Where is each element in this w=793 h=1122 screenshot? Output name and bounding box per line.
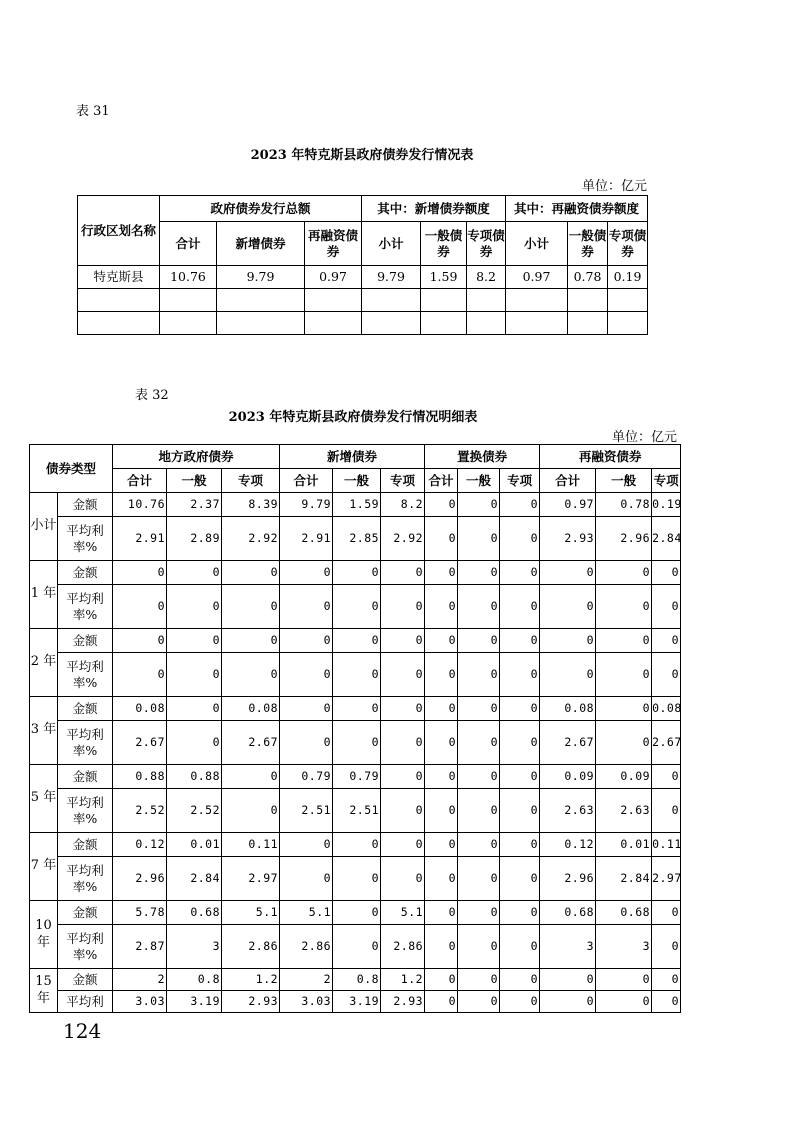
table-cell: 0 bbox=[425, 789, 458, 833]
table-cell: 0 bbox=[113, 653, 167, 697]
table-cell: 0 bbox=[458, 833, 500, 857]
table-cell: 0 bbox=[458, 765, 500, 789]
table-cell: 0 bbox=[596, 585, 652, 629]
table-cell: 0 bbox=[540, 585, 596, 629]
table-cell: 0 bbox=[500, 721, 540, 765]
table-cell: 0 bbox=[458, 493, 500, 517]
table-cell: 0 bbox=[425, 653, 458, 697]
table-cell: 0 bbox=[458, 991, 500, 1013]
table-cell: 0 bbox=[381, 629, 425, 653]
metric-label: 平均利率% bbox=[58, 585, 113, 629]
table32-title: 2023 年特克斯县政府债券发行情况明细表 bbox=[228, 410, 478, 425]
metric-label: 平均利 bbox=[58, 991, 113, 1013]
region-name: 特克斯县 bbox=[78, 266, 160, 289]
table-cell: 0.78 bbox=[596, 493, 652, 517]
group-label: 小计 bbox=[30, 493, 58, 561]
table-cell: 2.96 bbox=[540, 857, 596, 901]
table-cell: 0 bbox=[167, 697, 222, 721]
table-row bbox=[30, 697, 681, 721]
table-cell: 0 bbox=[280, 585, 333, 629]
table-row bbox=[30, 517, 681, 561]
col-header: 小计 bbox=[506, 222, 568, 266]
metric-label: 平均利率% bbox=[58, 517, 113, 561]
table-cell: 0 bbox=[596, 721, 652, 765]
table-cell: 2.67 bbox=[540, 721, 596, 765]
table-cell: 2.97 bbox=[222, 857, 280, 901]
table-row bbox=[30, 653, 681, 697]
table-cell: 0 bbox=[333, 629, 381, 653]
col-header: 再融资债券 bbox=[305, 222, 362, 266]
table-cell: 2.63 bbox=[540, 789, 596, 833]
metric-label: 金额 bbox=[58, 969, 113, 991]
table-row bbox=[30, 857, 681, 901]
table-cell: 0 bbox=[596, 969, 652, 991]
table-cell: 2.52 bbox=[167, 789, 222, 833]
col-header: 专项 bbox=[381, 469, 425, 493]
table-cell: 2.37 bbox=[167, 493, 222, 517]
table-cell: 0 bbox=[425, 901, 458, 925]
table-cell: 3.19 bbox=[167, 991, 222, 1013]
table-cell: 0 bbox=[381, 833, 425, 857]
header-group-swap: 置换债券 bbox=[425, 445, 540, 469]
table-cell: 0 bbox=[280, 721, 333, 765]
table-cell: 0 bbox=[500, 493, 540, 517]
table-cell: 0 bbox=[596, 561, 652, 585]
table-cell: 0 bbox=[500, 697, 540, 721]
metric-label: 金额 bbox=[58, 697, 113, 721]
col-header: 合计 bbox=[280, 469, 333, 493]
table32 bbox=[29, 444, 681, 1013]
header-group-new: 新增债券 bbox=[280, 445, 425, 469]
table-cell: 0 bbox=[425, 697, 458, 721]
col-header: 一般 bbox=[333, 469, 381, 493]
header-new-group: 其中：新增债券额度 bbox=[362, 196, 506, 222]
table-cell: 0.19 bbox=[652, 493, 681, 517]
table-cell: 0 bbox=[113, 585, 167, 629]
table-cell: 2.84 bbox=[596, 857, 652, 901]
table-cell: 2.51 bbox=[280, 789, 333, 833]
table-cell: 10.76 bbox=[113, 493, 167, 517]
table-cell: 0 bbox=[425, 585, 458, 629]
table-cell: 0 bbox=[458, 925, 500, 969]
header-region: 行政区划名称 bbox=[78, 196, 160, 266]
table-cell: 2.67 bbox=[652, 721, 681, 765]
table-cell: 0 bbox=[280, 561, 333, 585]
table-cell: 0.68 bbox=[596, 901, 652, 925]
table-cell: 0 bbox=[425, 991, 458, 1013]
table-cell: 9.79 bbox=[362, 266, 421, 289]
table-cell: 0 bbox=[381, 585, 425, 629]
table-cell: 10.76 bbox=[160, 266, 217, 289]
table-cell: 0 bbox=[425, 517, 458, 561]
table31-unit: 单位：亿元 bbox=[581, 179, 647, 194]
table-cell: 0 bbox=[222, 653, 280, 697]
table-cell: 2.63 bbox=[596, 789, 652, 833]
col-header: 一般 bbox=[458, 469, 500, 493]
table-cell: 0 bbox=[652, 925, 681, 969]
table-cell: 0 bbox=[113, 629, 167, 653]
table-cell: 0 bbox=[280, 629, 333, 653]
col-header: 合计 bbox=[113, 469, 167, 493]
metric-label: 金额 bbox=[58, 493, 113, 517]
table-row bbox=[30, 833, 681, 857]
table-cell: 0 bbox=[222, 561, 280, 585]
table-cell: 2 bbox=[113, 969, 167, 991]
table-row bbox=[78, 266, 648, 289]
col-header: 专项 bbox=[222, 469, 280, 493]
table-cell: 0 bbox=[381, 561, 425, 585]
group-label: 15 年 bbox=[30, 969, 58, 1013]
table-cell: 0 bbox=[425, 925, 458, 969]
table-cell: 0 bbox=[500, 517, 540, 561]
table-cell: 5.1 bbox=[222, 901, 280, 925]
group-label: 5 年 bbox=[30, 765, 58, 833]
metric-label: 平均利率% bbox=[58, 925, 113, 969]
table-cell: 0 bbox=[500, 901, 540, 925]
table-row-empty bbox=[78, 312, 648, 335]
metric-label: 平均利率% bbox=[58, 789, 113, 833]
table-cell: 3 bbox=[167, 925, 222, 969]
table-cell: 0 bbox=[425, 629, 458, 653]
group-label: 7 年 bbox=[30, 833, 58, 901]
table-cell: 0 bbox=[540, 629, 596, 653]
table-cell: 0 bbox=[167, 585, 222, 629]
table-cell: 0 bbox=[425, 765, 458, 789]
metric-label: 金额 bbox=[58, 901, 113, 925]
col-header: 专项 bbox=[500, 469, 540, 493]
table-row bbox=[30, 991, 681, 1013]
table-cell: 0.11 bbox=[222, 833, 280, 857]
table-cell: 0 bbox=[458, 629, 500, 653]
header-total: 政府债券发行总额 bbox=[160, 196, 362, 222]
col-header: 合计 bbox=[160, 222, 217, 266]
table-cell: 0 bbox=[167, 629, 222, 653]
table-cell: 0 bbox=[458, 517, 500, 561]
table-cell: 2.89 bbox=[167, 517, 222, 561]
table31 bbox=[77, 195, 648, 335]
table-cell: 0 bbox=[381, 653, 425, 697]
table-cell: 2.92 bbox=[381, 517, 425, 561]
table-cell: 0 bbox=[652, 653, 681, 697]
table-cell: 0.08 bbox=[113, 697, 167, 721]
table-cell: 0.97 bbox=[540, 493, 596, 517]
table-cell: 2.87 bbox=[113, 925, 167, 969]
table-cell: 0 bbox=[596, 991, 652, 1013]
table-cell: 0.88 bbox=[167, 765, 222, 789]
table-cell: 2.91 bbox=[113, 517, 167, 561]
table-cell: 0.78 bbox=[568, 266, 608, 289]
table-cell: 0.8 bbox=[167, 969, 222, 991]
metric-label: 平均利率% bbox=[58, 857, 113, 901]
table-row bbox=[30, 493, 681, 517]
table-cell: 2.93 bbox=[540, 517, 596, 561]
table-cell: 0 bbox=[280, 833, 333, 857]
group-label: 2 年 bbox=[30, 629, 58, 697]
table-cell: 1.2 bbox=[222, 969, 280, 991]
table-cell: 0 bbox=[500, 653, 540, 697]
table-cell: 3.03 bbox=[280, 991, 333, 1013]
table-cell: 0 bbox=[500, 833, 540, 857]
table-cell: 0.68 bbox=[540, 901, 596, 925]
col-header: 一般 bbox=[596, 469, 652, 493]
table-cell: 0 bbox=[425, 857, 458, 901]
table-row bbox=[30, 969, 681, 991]
table-cell: 0 bbox=[381, 721, 425, 765]
table-cell: 0 bbox=[500, 857, 540, 901]
table-cell: 0 bbox=[652, 969, 681, 991]
table-cell: 0 bbox=[333, 901, 381, 925]
table-row bbox=[30, 585, 681, 629]
table-cell: 8.39 bbox=[222, 493, 280, 517]
table-cell: 3 bbox=[596, 925, 652, 969]
table-cell: 0 bbox=[458, 585, 500, 629]
col-header: 一般债券 bbox=[421, 222, 467, 266]
col-header: 小计 bbox=[362, 222, 421, 266]
group-label: 1 年 bbox=[30, 561, 58, 629]
col-header: 一般 bbox=[167, 469, 222, 493]
table-cell: 0 bbox=[596, 697, 652, 721]
table-cell: 0 bbox=[381, 789, 425, 833]
table-cell: 0 bbox=[458, 901, 500, 925]
table-cell: 0.97 bbox=[305, 266, 362, 289]
metric-label: 平均利率% bbox=[58, 653, 113, 697]
table-cell: 8.2 bbox=[467, 266, 506, 289]
table-cell: 2.85 bbox=[333, 517, 381, 561]
table-cell: 0.79 bbox=[280, 765, 333, 789]
table-cell: 0 bbox=[540, 561, 596, 585]
table-cell: 0 bbox=[540, 969, 596, 991]
table-cell: 2.93 bbox=[222, 991, 280, 1013]
metric-label: 金额 bbox=[58, 765, 113, 789]
table-cell: 0 bbox=[222, 789, 280, 833]
header-bond-type: 债券类型 bbox=[30, 445, 113, 493]
table-cell: 0.01 bbox=[167, 833, 222, 857]
table-cell: 0 bbox=[652, 765, 681, 789]
table-cell: 2.96 bbox=[596, 517, 652, 561]
col-header: 专项债券 bbox=[467, 222, 506, 266]
table-cell: 0 bbox=[425, 721, 458, 765]
table-cell: 0.08 bbox=[540, 697, 596, 721]
table-cell: 0 bbox=[333, 585, 381, 629]
table-row bbox=[30, 765, 681, 789]
col-header: 合计 bbox=[425, 469, 458, 493]
table-cell: 2.84 bbox=[652, 517, 681, 561]
table-cell: 0.08 bbox=[652, 697, 681, 721]
table-row bbox=[30, 721, 681, 765]
table-cell: 0 bbox=[652, 901, 681, 925]
table-row bbox=[30, 561, 681, 585]
table-cell: 0 bbox=[280, 653, 333, 697]
table-cell: 0 bbox=[333, 561, 381, 585]
table-cell: 9.79 bbox=[280, 493, 333, 517]
col-header: 新增债券 bbox=[217, 222, 305, 266]
table-cell: 0 bbox=[500, 991, 540, 1013]
group-label: 10 年 bbox=[30, 901, 58, 969]
table-cell: 0 bbox=[425, 561, 458, 585]
table-cell: 0.12 bbox=[540, 833, 596, 857]
table-cell: 0 bbox=[458, 857, 500, 901]
table-cell: 0 bbox=[652, 561, 681, 585]
table-cell: 0 bbox=[333, 925, 381, 969]
table-cell: 2.86 bbox=[280, 925, 333, 969]
table-cell: 0 bbox=[222, 629, 280, 653]
table-cell: 2.84 bbox=[167, 857, 222, 901]
table-cell: 0.79 bbox=[333, 765, 381, 789]
header-group-refi: 再融资债券 bbox=[540, 445, 681, 469]
table-cell: 0 bbox=[425, 833, 458, 857]
col-header: 专项债券 bbox=[608, 222, 648, 266]
table-cell: 1.59 bbox=[421, 266, 467, 289]
table-cell: 0.97 bbox=[506, 266, 568, 289]
table-cell: 0 bbox=[333, 721, 381, 765]
table-cell: 0 bbox=[167, 561, 222, 585]
table-cell: 0.8 bbox=[333, 969, 381, 991]
table-cell: 0 bbox=[425, 493, 458, 517]
table-cell: 0 bbox=[222, 585, 280, 629]
table-cell: 0 bbox=[652, 991, 681, 1013]
table-cell: 0 bbox=[333, 857, 381, 901]
header-refi-group: 其中：再融资债券额度 bbox=[506, 196, 648, 222]
page-number: 124 bbox=[63, 1019, 102, 1043]
col-header: 一般债券 bbox=[568, 222, 608, 266]
table-cell: 0 bbox=[333, 697, 381, 721]
table-cell: 0.09 bbox=[596, 765, 652, 789]
table-cell: 0 bbox=[167, 721, 222, 765]
table-cell: 0 bbox=[381, 697, 425, 721]
table-row bbox=[30, 629, 681, 653]
table-cell: 2.67 bbox=[222, 721, 280, 765]
table-cell: 1.59 bbox=[333, 493, 381, 517]
table-cell: 5.78 bbox=[113, 901, 167, 925]
table-cell: 2.96 bbox=[113, 857, 167, 901]
table-cell: 0 bbox=[458, 653, 500, 697]
table-cell: 0 bbox=[113, 561, 167, 585]
table-cell: 0.09 bbox=[540, 765, 596, 789]
table-cell: 0 bbox=[596, 653, 652, 697]
table-cell: 3 bbox=[540, 925, 596, 969]
table-cell: 0 bbox=[500, 789, 540, 833]
col-header: 合计 bbox=[540, 469, 596, 493]
table-cell: 5.1 bbox=[381, 901, 425, 925]
table31-title: 2023 年特克斯县政府债券发行情况表 bbox=[250, 148, 474, 163]
table-cell: 0 bbox=[280, 697, 333, 721]
table-cell: 0 bbox=[458, 969, 500, 991]
table-cell: 0 bbox=[500, 561, 540, 585]
table-cell: 1.2 bbox=[381, 969, 425, 991]
col-header: 专项 bbox=[652, 469, 681, 493]
table-cell: 0 bbox=[500, 765, 540, 789]
table-cell: 0 bbox=[458, 721, 500, 765]
table-cell: 0.88 bbox=[113, 765, 167, 789]
table-cell: 2.91 bbox=[280, 517, 333, 561]
table-cell: 0.19 bbox=[608, 266, 648, 289]
table-cell: 0 bbox=[333, 833, 381, 857]
table-cell: 3.19 bbox=[333, 991, 381, 1013]
table-cell: 0.68 bbox=[167, 901, 222, 925]
table-cell: 0 bbox=[333, 653, 381, 697]
table-cell: 5.1 bbox=[280, 901, 333, 925]
table-cell: 0 bbox=[652, 629, 681, 653]
table-cell: 2.93 bbox=[381, 991, 425, 1013]
table-cell: 0 bbox=[280, 857, 333, 901]
table-cell: 0 bbox=[458, 561, 500, 585]
table-cell: 0 bbox=[596, 629, 652, 653]
table32-unit: 单位：亿元 bbox=[611, 430, 677, 445]
table-cell: 0 bbox=[500, 585, 540, 629]
table-cell: 0 bbox=[381, 765, 425, 789]
group-label: 3 年 bbox=[30, 697, 58, 765]
table-cell: 2.51 bbox=[333, 789, 381, 833]
table-cell: 0 bbox=[458, 789, 500, 833]
table-cell: 2.92 bbox=[222, 517, 280, 561]
table-cell: 0 bbox=[540, 653, 596, 697]
table-cell: 2 bbox=[280, 969, 333, 991]
table-cell: 0 bbox=[500, 969, 540, 991]
table-cell: 0.08 bbox=[222, 697, 280, 721]
metric-label: 金额 bbox=[58, 561, 113, 585]
metric-label: 金额 bbox=[58, 833, 113, 857]
metric-label: 金额 bbox=[58, 629, 113, 653]
table-cell: 0 bbox=[425, 969, 458, 991]
header-group-local: 地方政府债券 bbox=[113, 445, 280, 469]
table-cell: 0 bbox=[540, 991, 596, 1013]
table-cell: 3.03 bbox=[113, 991, 167, 1013]
table-cell: 9.79 bbox=[217, 266, 305, 289]
table-cell: 2.67 bbox=[113, 721, 167, 765]
table-row bbox=[30, 789, 681, 833]
table31-label: 表 31 bbox=[76, 104, 110, 119]
table-row bbox=[30, 925, 681, 969]
table-cell: 2.52 bbox=[113, 789, 167, 833]
table32-label: 表 32 bbox=[135, 388, 169, 403]
table-cell: 0 bbox=[652, 789, 681, 833]
table-cell: 0.01 bbox=[596, 833, 652, 857]
table-cell: 0 bbox=[458, 697, 500, 721]
table-cell: 0 bbox=[167, 653, 222, 697]
table-cell: 2.86 bbox=[222, 925, 280, 969]
table-cell: 2.97 bbox=[652, 857, 681, 901]
metric-label: 平均利率% bbox=[58, 721, 113, 765]
table-cell: 0 bbox=[222, 765, 280, 789]
table-cell: 0.12 bbox=[113, 833, 167, 857]
table-cell: 8.2 bbox=[381, 493, 425, 517]
table-cell: 0 bbox=[500, 925, 540, 969]
table-cell: 0 bbox=[381, 857, 425, 901]
table-row-empty bbox=[78, 289, 648, 312]
table-row bbox=[30, 901, 681, 925]
table-cell: 0 bbox=[652, 585, 681, 629]
table-cell: 0.11 bbox=[652, 833, 681, 857]
table-cell: 2.86 bbox=[381, 925, 425, 969]
table-cell: 0 bbox=[500, 629, 540, 653]
